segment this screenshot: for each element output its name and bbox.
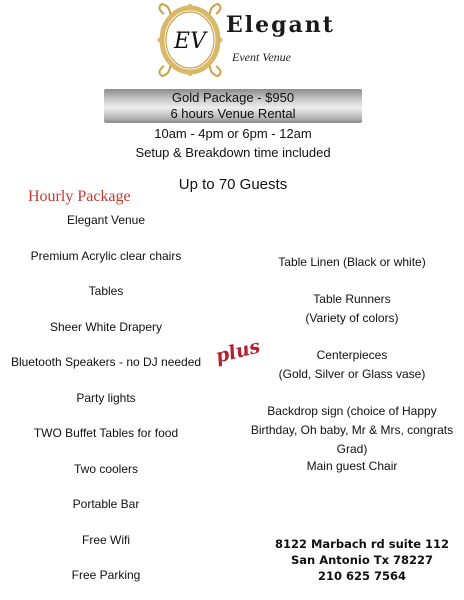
logo-frame (150, 2, 230, 78)
list-item: Portable Bar (72, 497, 140, 511)
extra-main-chair: Main guest Chair (306, 459, 398, 473)
list-item: Party lights (76, 391, 136, 405)
rental-times: 10am - 4pm or 6pm - 12am (154, 126, 312, 141)
extra-table-runners: Table Runners (313, 292, 391, 306)
list-item: Bluetooth Speakers - no DJ needed (10, 355, 202, 369)
address-city: San Antonio Tx 78227 (290, 553, 434, 567)
extra-centerpieces: Centerpieces (316, 348, 388, 362)
package-duration: 6 hours Venue Rental (170, 106, 296, 121)
extra-centerpieces-detail: (Gold, Silver or Glass vase) (278, 367, 426, 381)
ornate-frame-icon (150, 2, 230, 78)
list-item: Sheer White Drapery (49, 320, 163, 334)
list-item: Premium Acrylic clear chairs (30, 249, 182, 263)
logo-monogram: EV (174, 29, 206, 54)
list-item: TWO Buffet Tables for food (33, 426, 179, 440)
package-price: Gold Package - $950 (171, 90, 295, 105)
logo-title: Elegant (226, 12, 335, 38)
logo-subtitle: Event Venue (232, 50, 291, 64)
extra-backdrop-detail: Birthday, Oh baby, Mr & Mrs, congrats Grad) (250, 423, 454, 456)
list-item: Elegant Venue (66, 213, 146, 227)
extra-table-linen: Table Linen (Black or white) (278, 255, 426, 269)
list-item: Two coolers (73, 462, 139, 476)
setup-note: Setup & Breakdown time included (135, 145, 331, 160)
plus-label: plus (213, 335, 263, 368)
list-item: Tables (88, 284, 124, 298)
list-item: Free Parking (71, 568, 141, 582)
phone-number: 210 625 7564 (317, 569, 407, 583)
hourly-package-title: Hourly Package (28, 188, 131, 205)
address-street: 8122 Marbach rd suite 112 (274, 537, 450, 551)
extra-table-runners-detail: (Variety of colors) (305, 311, 399, 325)
list-item: Free Wifi (82, 533, 130, 547)
guest-capacity: Up to 70 Guests (178, 176, 288, 193)
extra-backdrop: Backdrop sign (choice of Happy (267, 404, 437, 418)
